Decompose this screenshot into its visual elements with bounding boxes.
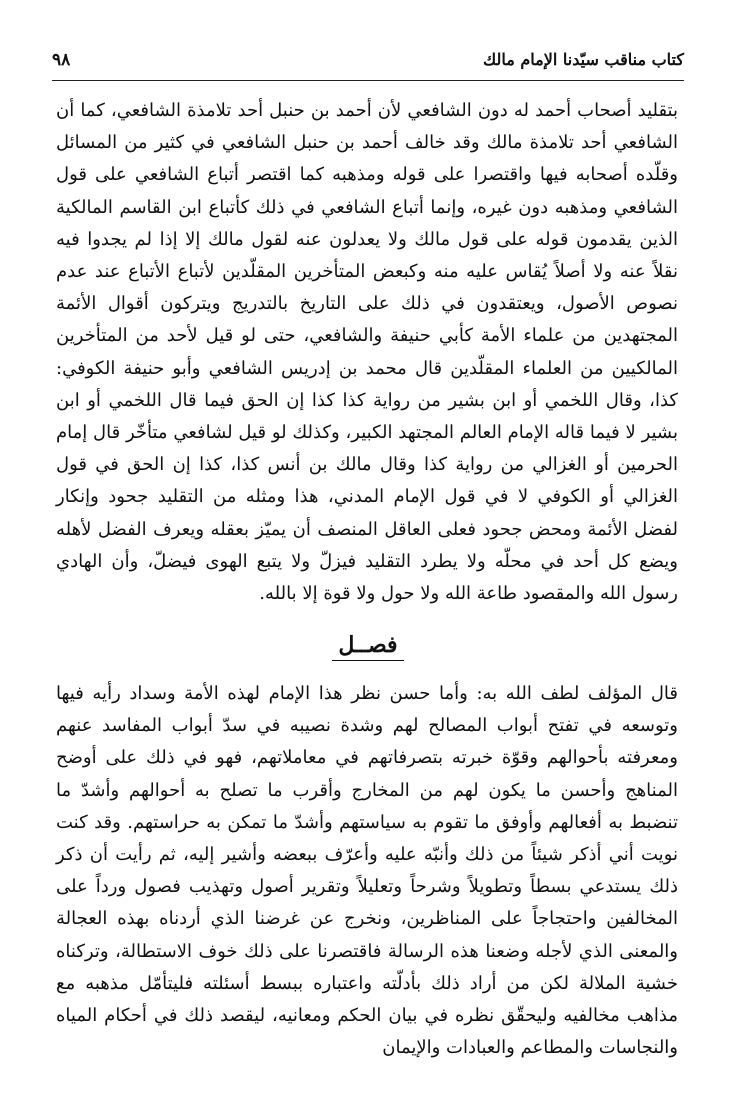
section-heading (0, 632, 736, 661)
header-divider (52, 80, 684, 81)
paragraph: بتقليد أصحاب أحمد له دون الشافعي لأن أحمد بن حنبل أحد تلامذة الشافعي، كما أن الشافعي أحد تلامذة مالك وقد خالف أحمد بن حنبل الشافعي في كثير من المسائل وقلّده أصحابه فيها واقتصرا على قوله ومذهبه كما اقتصر أتباع الشافعي على قول الشافعي ومذهبه دون غيره، وإنما أتباع الشافعي في ذلك كأتباع ابن القاسم المالكية الذين يقدمون قوله على قول مالك ولا يعدلون عنه لقول مالك إلا إذا لم يجدوا فيه نقلاً عنه ولا أصلاً يُقاس عليه منه وكبعض المتأخرين المقلّدين لأتباع الأتباع عند عدم نصوص الأصول، ويعتقدون في ذلك على التاريخ بالتدريج ويتركون أقوال الأئمة المجتهدين من علماء الأمة كأبي حنيفة والشافعي، حتى لو قيل لأحد من المتأخرين المالكيين من العلماء المقلّدين قال محمد بن إدريس الشافعي وأبو حنيفة الكوفي: كذا، وقال اللخمي أو ابن بشير من رواية كذا كذا إن الحق فيما قال اللخمي أو ابن بشير لا فيما قاله الإمام العالم المجتهد الكبير، وكذلك لو قيل لشافعي متأخّر قال إمام الحرمين أو الغزالي من رواية كذا وقال مالك بن أنس كذا، كذا إن الحق في قول الغزالي أو الكوفي لا في قول الإمام المدني، هذا ومثله من التقليد جحود وإنكار لفضل الأئمة ومحض جحود فعلى العاقل المنصف أن يميّز بعقله ويعرف الفضل لأهله ويضع كل أحد في محلّه ولا يطرد التقليد فيزلّ ولا يتبع الهوى فيضلّ، وأن الهادي رسول الله والمقصود طاعة الله ولا حول ولا قوة إلا بالله. (56, 100, 678, 605)
page-number: ٩٨ (52, 50, 71, 70)
running-header (52, 50, 684, 80)
body-text-bottom (56, 678, 678, 1064)
section-heading-text: فصــل (332, 632, 403, 661)
paragraph: قال المؤلف لطف الله به: وأما حسن نظر هذا الإمام لهذه الأمة وسداد رأيه فيها وتوسعه في تفتح أبواب المصالح لهم وشدة نصيبه في سدّ أبواب المفاسد عنهم ومعرفته بأحوالهم وقوّة خبرته بتصرفاتهم في معاملاتهم، فهو في ذلك على أوضح المناهج وأحسن ما يكون لهم من المخارج وأقرب ما تصلح به أحوالهم وأشدّ ما تنضبط به أفعالهم وأوفق ما تقوم به سياستهم وأشدّ ما تمكن به حراستهم. وقد كنت نويت أني أذكر شيئاً من ذلك وأنبّه عليه وأعرّف ببعضه وأشير إليه، ثم رأيت أن ذكر ذلك يستدعي بسطاً وتطويلاً وشرحاً وتعليلاً وتقرير أصول وتهذيب فصول ورداً على المخالفين واحتجاجاً على المناظرين، ونخرج عن غرضنا الذي أردناه بهذه العجالة والمعنى الذي لأجله وضعنا هذه الرسالة فاقتصرنا على ذلك خوف الاستطالة، وتركناه خشية الملالة لكن من أراد ذلك بأدلّته واعتباره ببسط أسئلته فليتأمّل مذهبه مع مذاهب مخالفيه وليحقّق نظره في بيان الحكم ومعانيه، ليقصد ذلك في أحكام المياه والنجاسات والمطاعم والعبادات والإيمان (56, 683, 678, 1059)
body-text-top (56, 95, 678, 610)
book-title: كتاب مناقب سيّدنا الإمام مالك (483, 50, 684, 69)
